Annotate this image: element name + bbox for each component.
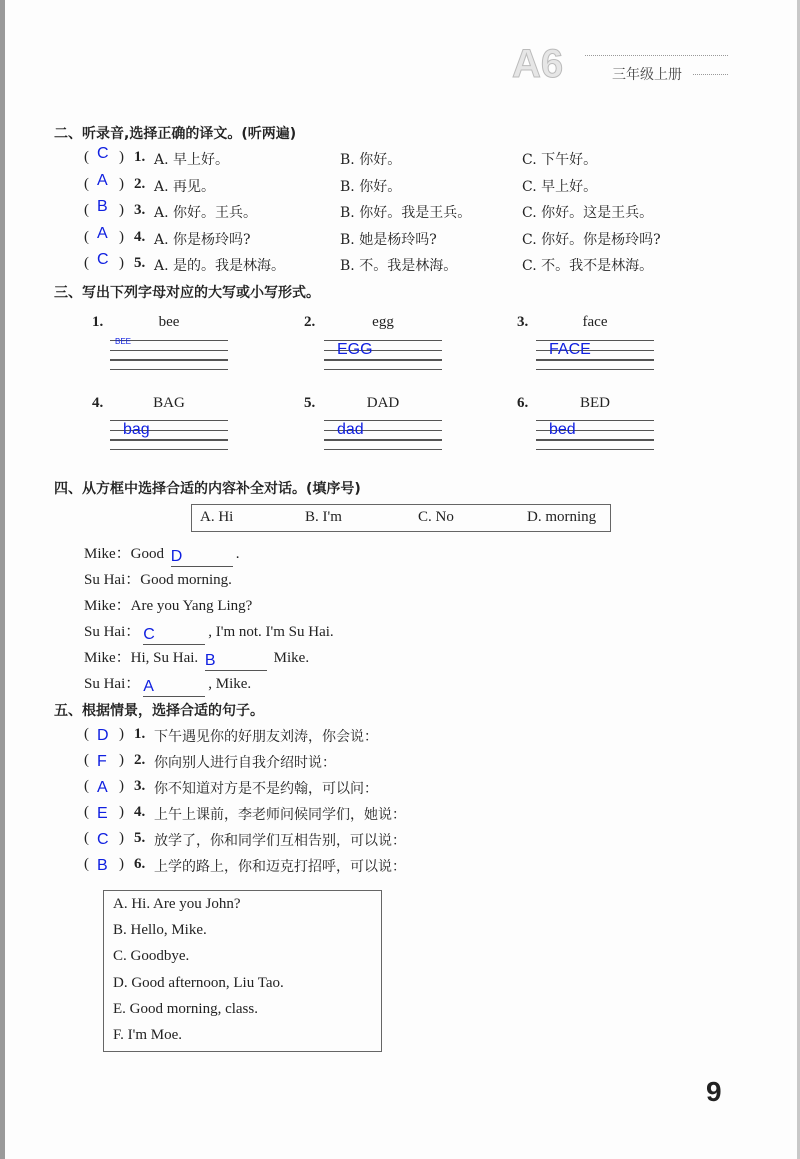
paren-open: ( xyxy=(84,856,89,872)
paren-open: ( xyxy=(84,255,89,271)
answer-field[interactable]: EGG xyxy=(337,341,373,358)
answer-field[interactable]: C xyxy=(97,145,109,162)
writing-line xyxy=(324,359,442,361)
writing-line xyxy=(536,359,654,361)
paren-open: ( xyxy=(84,778,89,794)
option-b: B. 你好。我是王兵。 xyxy=(340,205,472,221)
option-c: C. 你好。这是王兵。 xyxy=(522,205,654,221)
answer: D xyxy=(170,548,183,565)
question-number: 5. xyxy=(134,830,146,846)
section2-title: 二、听录音,选择正确的译文。(听两遍) xyxy=(54,126,297,142)
dialogue-text: Mike：Good xyxy=(84,546,168,562)
answer-field[interactable]: C xyxy=(97,251,109,268)
writing-line xyxy=(110,439,228,441)
answer-field[interactable]: A xyxy=(97,224,108,242)
given-word: BED xyxy=(580,395,610,411)
paren-close: ) xyxy=(119,726,124,742)
question-number: 6. xyxy=(134,856,146,872)
writing-line xyxy=(110,449,228,450)
paren-close: ) xyxy=(119,778,124,794)
option-1: B. I'm xyxy=(305,509,342,525)
question-number: 2. xyxy=(134,752,146,768)
paren-open: ( xyxy=(84,830,89,846)
item-number: 6. xyxy=(517,395,529,411)
paren-close: ) xyxy=(119,202,124,218)
paren-open: ( xyxy=(84,752,89,768)
sentence-option: C. Goodbye. xyxy=(113,948,190,965)
option-b: B. 她是杨玲吗? xyxy=(340,231,437,248)
sentence-option: D. Good afternoon, Liu Tao. xyxy=(113,974,284,991)
option-b: B. 你好。 xyxy=(340,152,402,168)
dialogue-text: Su Hai：Good morning. xyxy=(84,572,232,588)
dialogue-line xyxy=(84,620,334,645)
sentence-option: F. I'm Moe. xyxy=(113,1027,183,1043)
option-c: C. 下午好。 xyxy=(522,152,598,168)
option-a: A. 是的。我是林海。 xyxy=(154,258,286,274)
question-number: 4. xyxy=(134,228,146,245)
section3-title: 三、写出下列字母对应的大写或小写形式。 xyxy=(54,285,320,301)
writing-line xyxy=(110,350,228,351)
section4-title: 四、从方框中选择合适的内容补全对话。(填序号) xyxy=(54,481,361,497)
sentence-option: E. Good morning, class. xyxy=(113,1000,258,1017)
dialogue-text: . xyxy=(235,546,240,562)
header-divider xyxy=(585,55,728,56)
dialogue-line xyxy=(84,672,251,697)
blank-field[interactable] xyxy=(171,548,233,567)
paren-open: ( xyxy=(84,228,89,245)
question-number: 3. xyxy=(134,202,146,218)
question-text: 放学了，你和同学们互相告别，可以说： xyxy=(154,833,406,849)
item-number: 5. xyxy=(304,395,316,411)
blank-field[interactable] xyxy=(143,678,205,697)
blank-field[interactable] xyxy=(143,626,205,645)
writing-line xyxy=(536,439,654,441)
writing-line xyxy=(324,449,442,450)
option-c: C. 你好。你是杨玲吗? xyxy=(522,231,661,248)
given-word: egg xyxy=(372,314,394,330)
option-a: A. 你是杨玲吗? xyxy=(154,231,251,248)
paren-close: ) xyxy=(119,228,124,245)
option-a: A. 早上好。 xyxy=(154,152,230,168)
question-text: 你向别人进行自我介绍时说： xyxy=(154,755,336,771)
header-divider xyxy=(693,74,728,75)
sentence-option: B. Hello, Mike. xyxy=(113,922,207,939)
answer-field[interactable]: BEE xyxy=(115,337,132,346)
answer-field[interactable]: A xyxy=(97,779,108,796)
question-number: 3. xyxy=(134,778,146,794)
paren-close: ) xyxy=(119,804,124,820)
given-word: BAG xyxy=(153,395,185,411)
dialogue-text: Mike：Hi, Su Hai. xyxy=(84,650,202,666)
option-3: D. morning xyxy=(527,509,597,525)
dialogue-text: Mike. xyxy=(269,650,310,666)
logo: A6 xyxy=(512,42,564,86)
item-number: 3. xyxy=(517,314,529,330)
scan-edge xyxy=(0,0,5,1159)
given-word: bee xyxy=(158,314,180,330)
dialogue-line xyxy=(84,594,252,615)
dialogue-text: Su Hai： xyxy=(84,676,141,692)
dialogue-line xyxy=(84,646,309,671)
section5-title: 五、根据情景，选择合适的句子。 xyxy=(54,703,264,719)
answer-field[interactable]: FACE xyxy=(549,341,591,358)
answer-field[interactable]: B xyxy=(97,198,108,215)
question-number: 5. xyxy=(134,255,146,271)
item-number: 4. xyxy=(92,395,104,411)
paren-open: ( xyxy=(84,175,89,192)
answer-field[interactable]: D xyxy=(97,727,109,744)
question-text: 上学的路上，你和迈克打招呼，可以说： xyxy=(154,859,406,875)
question-text: 上午上课前，李老师问候同学们，她说： xyxy=(154,807,406,823)
item-number: 2. xyxy=(304,314,316,330)
paren-open: ( xyxy=(84,202,89,218)
page-number: 9 xyxy=(706,1076,722,1107)
writing-line xyxy=(536,449,654,450)
writing-line xyxy=(536,369,654,370)
blank-field[interactable] xyxy=(205,652,267,671)
paren-close: ) xyxy=(119,830,124,846)
writing-line xyxy=(324,439,442,441)
question-number: 1. xyxy=(134,726,146,742)
paren-close: ) xyxy=(119,255,124,271)
grade-label: 三年级上册 xyxy=(612,67,682,83)
option-a: A. 你好。王兵。 xyxy=(154,205,258,221)
paren-open: ( xyxy=(84,149,89,165)
dialogue-text: , I'm not. I'm Su Hai. xyxy=(208,624,334,640)
option-b: B. 你好。 xyxy=(340,178,402,195)
question-number: 1. xyxy=(134,149,146,165)
sentence-option: A. Hi. Are you John? xyxy=(113,896,241,912)
answer-field[interactable]: C xyxy=(97,831,109,848)
option-b: B. 不。我是林海。 xyxy=(340,258,458,274)
answer: C xyxy=(143,626,155,643)
dialogue-line xyxy=(84,542,240,567)
option-c: C. 不。我不是林海。 xyxy=(522,258,654,274)
answer-field[interactable]: B xyxy=(97,857,108,874)
item-number: 1. xyxy=(92,314,104,330)
answer: B xyxy=(204,652,216,669)
paren-close: ) xyxy=(119,175,124,192)
paren-open: ( xyxy=(84,726,89,742)
answer-field[interactable]: F xyxy=(97,753,107,770)
dialogue-text: Mike：Are you Yang Ling? xyxy=(84,598,253,614)
option-a: A. 再见。 xyxy=(154,178,216,195)
question-number: 4. xyxy=(134,804,146,820)
answer: A xyxy=(143,678,154,695)
question-text: 你不知道对方是不是约翰，可以问： xyxy=(154,781,378,797)
writing-line xyxy=(110,359,228,361)
answer-field[interactable]: dad xyxy=(337,421,364,438)
writing-line xyxy=(110,369,228,370)
option-0: A. Hi xyxy=(200,509,234,525)
question-text: 下午遇见你的好朋友刘涛，你会说： xyxy=(154,729,378,745)
dialogue-text: Su Hai： xyxy=(84,624,141,640)
answer-field[interactable]: E xyxy=(97,805,108,822)
dialogue-text: , Mike. xyxy=(208,676,252,692)
answer-field[interactable]: bag xyxy=(123,421,150,438)
question-number: 2. xyxy=(134,175,146,192)
option-2: C. No xyxy=(418,509,454,525)
answer-field[interactable]: A xyxy=(97,171,108,189)
paren-close: ) xyxy=(119,752,124,768)
given-word: DAD xyxy=(366,395,400,411)
paren-close: ) xyxy=(119,856,124,872)
writing-line xyxy=(324,369,442,370)
paren-open: ( xyxy=(84,804,89,820)
answer-field[interactable]: bed xyxy=(549,421,576,438)
dialogue-line xyxy=(84,568,232,589)
given-word: face xyxy=(582,314,608,330)
paren-close: ) xyxy=(119,149,124,165)
option-c: C. 早上好。 xyxy=(522,178,598,195)
